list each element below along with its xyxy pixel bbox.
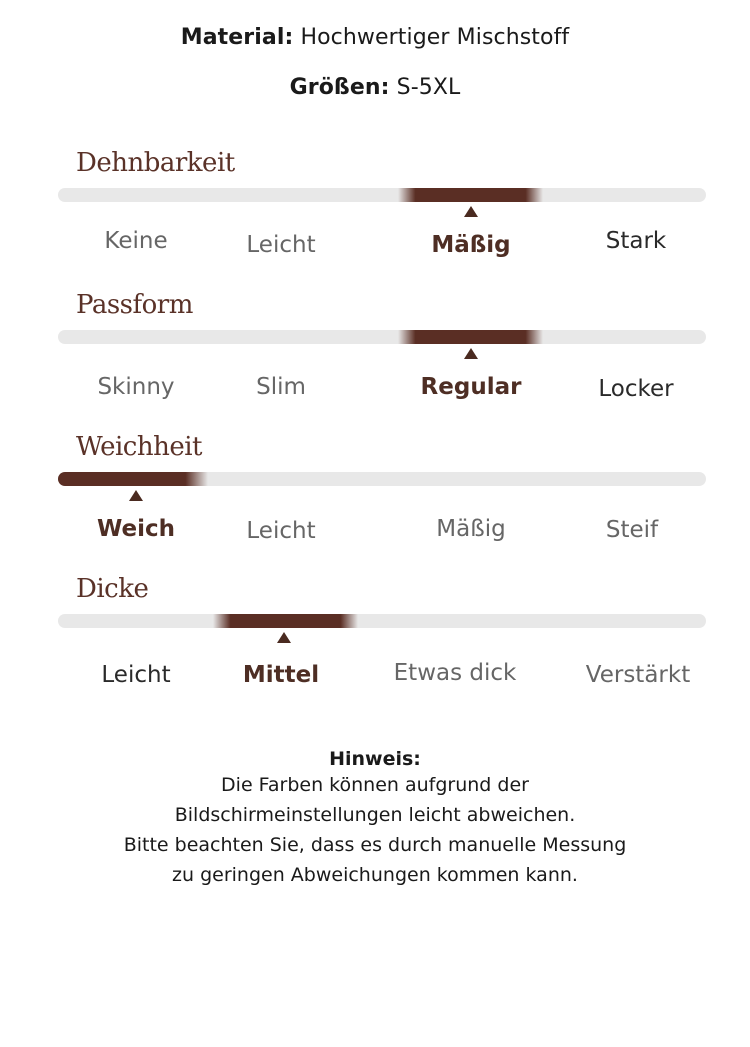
scale-stretch — [0, 148, 750, 278]
scale-stretch-fill — [398, 188, 543, 202]
scale-softness-track — [58, 472, 706, 486]
scale-softness-title: Weichheit — [76, 432, 203, 462]
spec-material — [0, 25, 750, 50]
scale-thickness-track — [58, 614, 706, 628]
scale-thickness-pointer-icon — [277, 632, 291, 643]
scale-stretch-pointer-icon — [464, 206, 478, 217]
scale-thickness-fill — [213, 614, 358, 628]
scale-thickness — [0, 574, 750, 704]
scale-softness-option: Mäßig — [436, 516, 506, 542]
scale-stretch-title: Dehnbarkeit — [76, 148, 235, 178]
scale-fit-fill — [398, 330, 543, 344]
note-title: Hinweis: — [329, 748, 421, 770]
note-line: Bildschirmeinstellungen leicht abweichen. — [174, 804, 576, 826]
scale-thickness-option: Leicht — [101, 662, 171, 688]
scale-thickness-option-selected: Mittel — [242, 662, 320, 688]
note-line: zu geringen Abweichungen kommen kann. — [172, 864, 578, 886]
scale-fit-option: Locker — [598, 376, 674, 402]
scale-thickness-title: Dicke — [76, 574, 149, 604]
scale-stretch-option: Keine — [104, 228, 168, 254]
scale-thickness-option: Etwas dick — [393, 660, 517, 686]
scale-softness-option: Steif — [605, 517, 659, 543]
scale-fit-title: Passform — [76, 290, 193, 320]
scale-fit-option: Slim — [256, 374, 306, 400]
spec-sizes-value: S-5XL — [389, 75, 461, 100]
scale-fit-option: Skinny — [97, 374, 175, 400]
scale-fit-track — [58, 330, 706, 344]
scale-thickness-option: Verstärkt — [585, 662, 691, 688]
scale-fit-option-selected: Regular — [420, 374, 522, 400]
scale-softness — [0, 432, 750, 562]
scale-fit-pointer-icon — [464, 348, 478, 359]
note-line: Bitte beachten Sie, dass es durch manuelle Messung — [123, 834, 627, 856]
spec-material-value: Hochwertiger Mischstoff — [293, 25, 570, 50]
scale-softness-option: Leicht — [246, 518, 316, 544]
scale-stretch-option-selected: Mäßig — [431, 232, 511, 258]
scale-stretch-option: Leicht — [246, 232, 316, 258]
spec-sizes-key: Größen: — [289, 75, 390, 100]
scale-softness-fill — [58, 472, 208, 486]
scale-fit — [0, 290, 750, 420]
note-block — [0, 748, 750, 890]
scale-stretch-track — [58, 188, 706, 202]
spec-sizes — [0, 75, 750, 100]
scale-softness-pointer-icon — [129, 490, 143, 501]
scale-stretch-option: Stark — [605, 228, 667, 254]
spec-material-key: Material: — [180, 25, 294, 50]
note-line: Die Farben können aufgrund der — [221, 774, 529, 796]
scale-softness-option-selected: Weich — [96, 516, 176, 542]
